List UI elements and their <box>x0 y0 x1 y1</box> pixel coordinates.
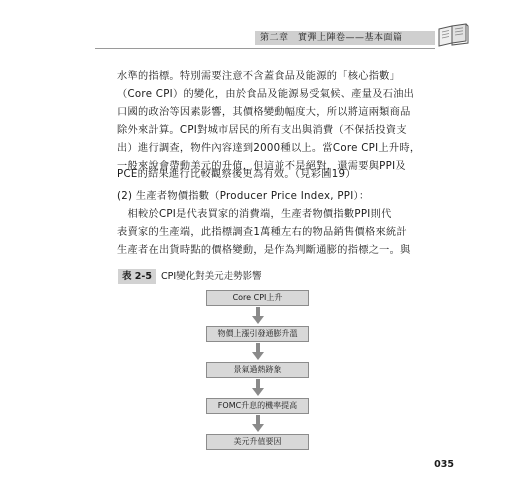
body-text-line: PCE的結果進行比較觀察後更為有效。（見彩圖19） <box>117 169 356 180</box>
body-text-line: 表賣家的生產端，此指標調查1萬種左右的物品銷售價格來統計 <box>117 227 407 238</box>
body-text-line: 口國的政治等因素影響，其價格變動幅度大，所以將這兩類商品 <box>117 107 411 118</box>
flow-step-box: 美元升值要因 <box>206 434 309 450</box>
flow-step-box: Core CPI上升 <box>206 290 309 306</box>
body-text-line: 相較於CPI是代表買家的消費端，生產者物價指數PPI則代 <box>117 209 392 220</box>
table-title: CPI變化對美元走勢影響 <box>161 271 262 282</box>
page-number: 035 <box>434 459 454 470</box>
body-text-line: 除外來計算。CPI對城市居民的所有支出與消費（不保括投資支 <box>117 125 407 136</box>
running-header-title: 第二章 實彈上陣卷——基本面篇 <box>260 33 403 43</box>
header-rule <box>95 48 435 49</box>
table-number-badge: 表 2-5 <box>118 269 156 284</box>
flow-step-box: 物價上漲引發通膨升溫 <box>206 326 309 342</box>
down-arrow-icon <box>251 415 265 433</box>
open-book-icon <box>436 22 470 48</box>
down-arrow-icon <box>251 343 265 361</box>
down-arrow-icon <box>251 379 265 397</box>
section-heading: (2) 生產者物價指數（Producer Price Index, PPI）： <box>117 191 370 202</box>
body-text-line: （Core CPI）的變化，由於食品及能源易受氣候、產量及石油出 <box>117 89 415 100</box>
body-text-line: 水準的指標。特別需要注意不含蓋食品及能源的「核心指數」 <box>117 71 401 82</box>
down-arrow-icon <box>251 307 265 325</box>
body-text-line: 一般來說會帶動美元的升值，但這並不是絕對，還需要與PPI及 <box>117 161 406 172</box>
flow-step-box: 景氣過熱跡象 <box>206 362 309 378</box>
body-text-line: 生產者在出貨時點的價格變動，是作為判斷通膨的指標之一。與 <box>117 245 411 256</box>
body-text-line: 出）進行調查，物件內容達到2000種以上。當Core CPI上升時， <box>117 143 421 154</box>
flow-step-box: FOMC升息的機率提高 <box>206 398 309 414</box>
